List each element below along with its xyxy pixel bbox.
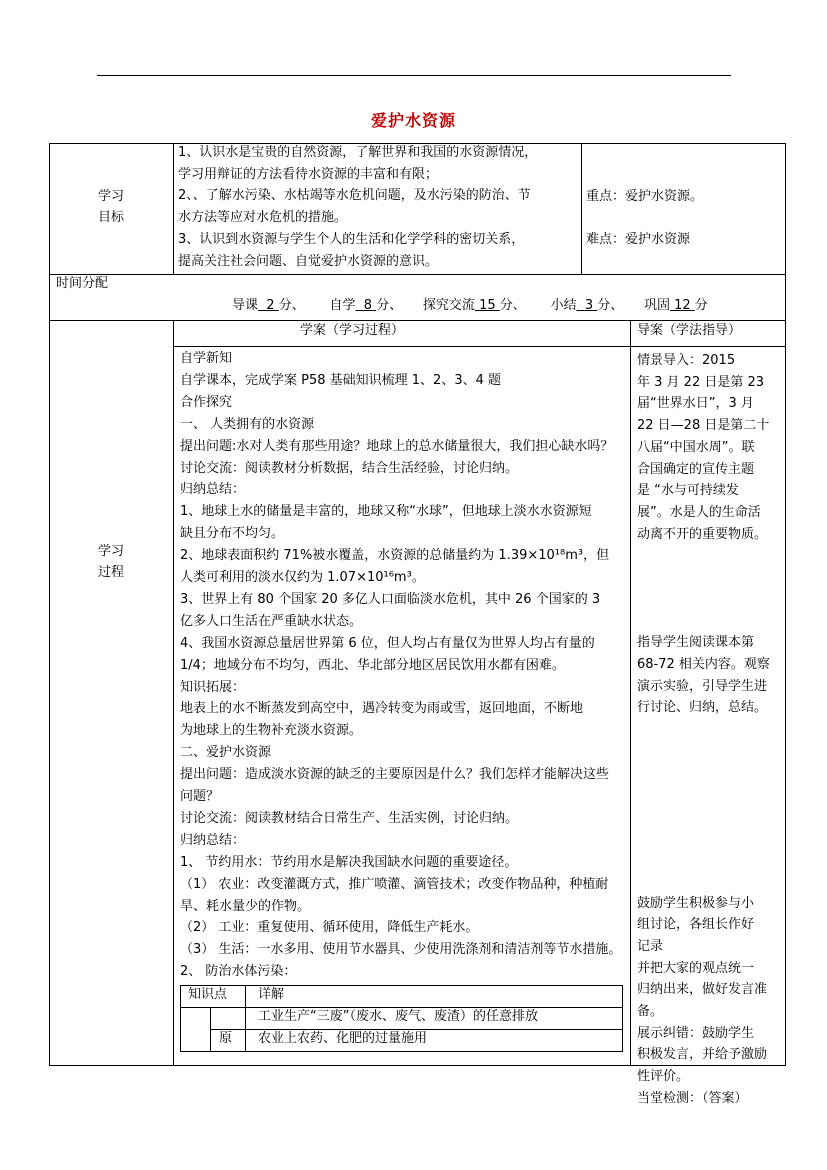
study-line: 为地球上的生物补充淡水资源。 xyxy=(180,723,363,739)
study-line: 地表上的水不断蒸发到高空中，遇冷转变为雨或雪，返回地面，不断地 xyxy=(180,701,584,717)
guidance-line: 当堂检测：（答案） xyxy=(637,1090,748,1106)
study-line: 亿多人口生活在严重缺水状态。 xyxy=(180,613,363,629)
time-item-value: 2 xyxy=(266,298,275,313)
guidance-line: 积极发言，并给予激励 xyxy=(637,1047,768,1063)
study-line: 自学新知 xyxy=(180,351,233,366)
objective-line: 水方法等应对水危机的措施。 xyxy=(178,210,348,225)
guidance-line: 鼓励学生积极参与小 xyxy=(637,895,755,911)
study-line: 人类可利用的淡水仅约为 1.07×10¹⁶m³。 xyxy=(180,570,425,585)
header-rule xyxy=(97,75,731,76)
study-line: 归纳总结： xyxy=(180,482,246,498)
objective-line: 2、、了解水污染、水枯竭等水危机问题，及水污染的防治、节 xyxy=(178,188,531,203)
objective-line: 学习用辩证的方法看待水资源的丰富和有限； xyxy=(178,167,439,182)
guidance-line: 记录 xyxy=(637,938,664,954)
study-line: 缺且分布不均匀。 xyxy=(180,526,285,542)
study-line: 2、 防治水体污染： xyxy=(180,964,297,980)
study-line: 一、 人类拥有的水资源 xyxy=(180,416,315,432)
guidance-line: 演示实验，引导学生进 xyxy=(637,678,768,694)
key-point: 重点：爱护水资源。 xyxy=(586,189,704,204)
guidance-line: 并把大家的观点统一 xyxy=(637,960,755,976)
time-item-value: 15 xyxy=(479,298,496,313)
study-line: （3） 生活：一水多用、使用节水器具、少使用洗涤剂和清洁剂等节水措施。 xyxy=(180,942,622,958)
time-item-value: 8 xyxy=(363,298,373,313)
page-title: 爱护水资源 xyxy=(370,111,456,130)
process-label-1: 学习 xyxy=(97,544,124,559)
guidance-line: 归纳出来，做好发言准 xyxy=(637,982,768,998)
study-line: 合作探究 xyxy=(180,394,233,410)
time-item-name: 自学 xyxy=(329,298,356,313)
time-item-value: 12 xyxy=(674,298,691,313)
guidance-line: 行讨论、归纳，总结。 xyxy=(637,700,768,716)
time-item-name: 探究交流 xyxy=(422,298,475,313)
guidance-line: 动离不开的重要物质。 xyxy=(637,526,768,542)
guidance-line: 展”。水是人的生命活 xyxy=(637,504,761,520)
study-line: 知识拓展： xyxy=(180,679,246,695)
objective-line: 提高关注社会问题、自觉爱护水资源的意识。 xyxy=(178,254,439,269)
study-line: 1、地球上水的储量是丰富的，地球又称“水球”，但地球上淡水水资源短 xyxy=(180,504,592,520)
objective-line: 3、认识到水资源与学生个人的生活和化学学科的密切关系， xyxy=(178,232,525,247)
pollution-header-col2: 详解 xyxy=(258,987,285,1002)
objectives-label-1: 学习 xyxy=(97,189,124,204)
process-label-2: 过程 xyxy=(97,565,124,580)
study-line: 1、 节约用水：节约用水是解决我国缺水问题的重要途径。 xyxy=(180,854,518,870)
study-line: 提出问题：造成淡水资源的缺乏的主要原因是什么？我们怎样才能解决这些 xyxy=(180,767,610,783)
study-line: 讨论交流：阅读教材分析数据，结合生活经验，讨论归纳。 xyxy=(180,460,519,476)
guidance-line: 是 “水与可持续发 xyxy=(637,483,739,499)
guidance-line: 展示纠错：鼓励学生 xyxy=(637,1025,755,1041)
study-line: 讨论交流：阅读教材结合日常生产、生活实例，讨论归纳。 xyxy=(180,810,519,826)
objectives-label-2: 目标 xyxy=(97,210,124,225)
study-line: 4、我国水资源总量居世界第 6 位，但人均占有量仅为世界人均占有量的 xyxy=(180,635,595,651)
study-line: 二、爱护水资源 xyxy=(180,745,272,761)
study-line: 2、地球表面积约 71%被水覆盖，水资源的总储量约为 1.39×10¹⁸m³，但 xyxy=(180,548,610,564)
pollution-row: 工业生产“三废”（废水、废气、废渣）的任意排放 xyxy=(258,1009,538,1024)
col-left-header: 学案（学习过程） xyxy=(300,323,405,338)
study-line: 自学课本，完成学案 P58 基础知识梳理 1、2、3、4 题 xyxy=(180,372,501,388)
difficult-point: 难点：爱护水资源 xyxy=(586,232,691,247)
col-right-header: 导案（学法指导） xyxy=(637,323,742,338)
objective-line: 1、认识水是宝贵的自然资源，了解世界和我国的水资源情况， xyxy=(178,145,538,160)
time-item-name: 导课 xyxy=(232,298,259,313)
guidance-line: 22 日—28 日是第二十 xyxy=(637,418,770,434)
pollution-row: 农业上农药、化肥的过量施用 xyxy=(258,1031,428,1046)
study-line: （1） 农业：改变灌溉方式，推广喷灌、滴管技术；改变作物品种，种植耐 xyxy=(180,876,609,892)
study-line: （2） 工业：重复使用、循环使用，降低生产耗水。 xyxy=(180,920,479,936)
guidance-line: 性评价。 xyxy=(637,1069,690,1085)
time-allocation-items: 导课 2 分、 自学 8 分、 探究交流 15 分、 小结 3 分、 巩固 12 分 xyxy=(232,298,708,313)
guidance-line: 指导学生阅读课本第 xyxy=(637,635,755,651)
guidance-line: 组讨论，各组长作好 xyxy=(637,917,755,933)
guidance-line: 届“世界水日”，3 月 xyxy=(637,396,754,412)
time-allocation-label: 时间分配 xyxy=(56,276,109,291)
guidance-line: 合国确定的宣传主题 xyxy=(637,461,755,477)
study-line: 提出问题:水对人类有那些用途？地球上的总水储量很大，我们担心缺水吗？ xyxy=(180,438,614,454)
guidance-line: 情景导入：2015 xyxy=(637,353,736,368)
guidance-line: 备。 xyxy=(637,1004,664,1019)
guidance-line: 年 3 月 22 日是第 23 xyxy=(637,374,765,390)
guidance-line: 八届“中国水周”。联 xyxy=(637,439,755,455)
study-line: 1/4；地域分布不均匀，西北、华北部分地区居民饮用水都有困难。 xyxy=(180,657,565,673)
time-item-value: 3 xyxy=(584,298,594,313)
time-item-name: 巩固 xyxy=(643,298,670,313)
time-item-name: 小结 xyxy=(550,298,577,313)
study-line: 归纳总结： xyxy=(180,832,246,848)
pollution-sub-label: 原 xyxy=(219,1031,233,1046)
study-line: 3、世界上有 80 个国家 20 多亿人口面临淡水危机，其中 26 个国家的 3 xyxy=(180,591,601,607)
study-line: 问题？ xyxy=(180,789,220,804)
pollution-header-col1: 知识点 xyxy=(188,987,228,1002)
study-line: 旱、耗水量少的作物。 xyxy=(180,898,311,914)
guidance-line: 68-72 相关内容。观察 xyxy=(637,656,770,672)
